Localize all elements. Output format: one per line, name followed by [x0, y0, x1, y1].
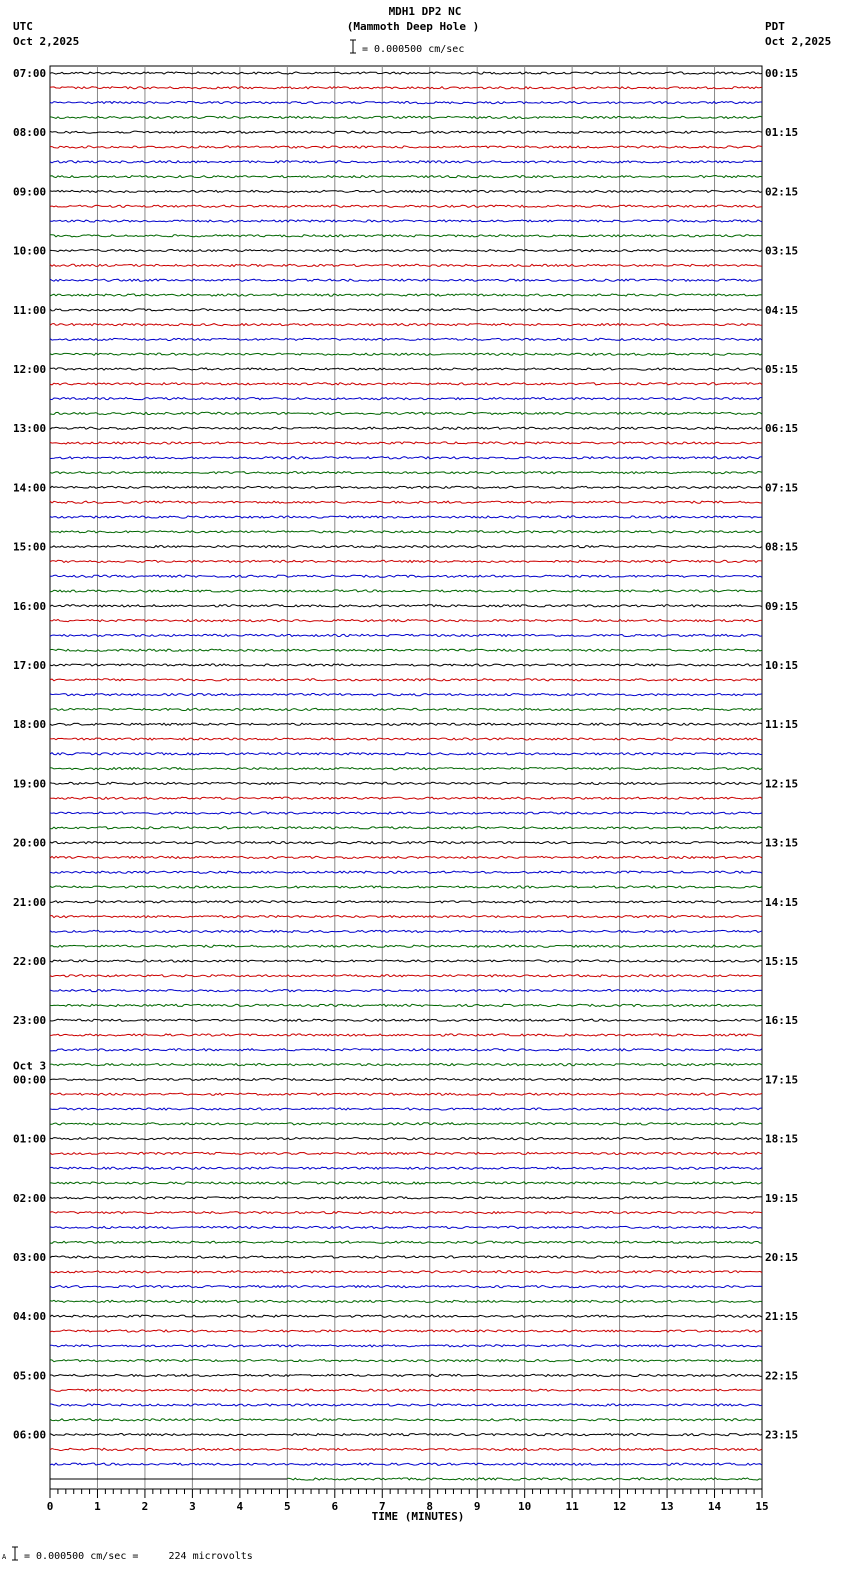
right-hour-label: 06:15 [765, 422, 799, 436]
x-tick-label: 7 [378, 1500, 386, 1513]
left-hour-label: 22:00 [13, 955, 47, 968]
footer-scale-label: = 0.000500 cm/sec = 224 microvolts [24, 1551, 253, 1562]
trace-row [50, 782, 762, 784]
trace-row [50, 827, 762, 829]
trace-row [50, 1434, 762, 1436]
left-hour-label: 21:00 [13, 895, 47, 909]
left-hour-label: 14:00 [13, 481, 47, 495]
trace-row [50, 383, 762, 385]
right-hour-label: 02:15 [765, 185, 799, 199]
trace-row [50, 842, 762, 844]
trace-row [50, 664, 762, 666]
trace-row [50, 294, 762, 296]
trace-row [50, 871, 762, 873]
x-tick-label: 12 [612, 1500, 627, 1513]
left-zone: UTC [13, 20, 33, 33]
trace-row [50, 501, 762, 503]
left-hour-label: 01:00 [13, 1132, 47, 1146]
left-hour-label: 12:00 [13, 363, 47, 376]
right-hour-label: 14:15 [765, 895, 799, 909]
trace-row [50, 590, 762, 592]
x-tick-label: 9 [473, 1500, 481, 1513]
trace-row [50, 116, 762, 118]
right-hour-label: 05:15 [765, 363, 799, 376]
left-hour-label: 06:00 [13, 1428, 47, 1442]
trace-row [50, 1360, 762, 1362]
trace-row [50, 1212, 762, 1214]
trace-row [50, 264, 762, 266]
left-hour-label: 19:00 [13, 777, 47, 791]
trace-row [50, 1167, 762, 1169]
left-hour-label: 09:00 [13, 185, 47, 199]
x-tick-label: 1 [94, 1500, 101, 1513]
trace-row [50, 235, 762, 237]
trace-row [50, 324, 762, 326]
trace-row [50, 190, 762, 192]
right-hour-label: 01:15 [765, 126, 799, 140]
x-tick-label: 4 [236, 1500, 244, 1513]
trace-row [50, 546, 762, 548]
trace-row [50, 768, 762, 770]
trace-row [50, 975, 762, 977]
trace-row [50, 1241, 762, 1243]
trace-row [50, 634, 762, 636]
left-hour-label: 04:00 [13, 1310, 47, 1324]
footer-scale-icon [12, 1546, 18, 1566]
trace-row [50, 930, 762, 932]
station-location: (Mammoth Deep Hole ) [346, 20, 480, 33]
trace-row [50, 72, 762, 74]
left-hour-label: 15:00 [13, 540, 47, 554]
trace-row [50, 812, 762, 814]
trace-row [50, 516, 762, 518]
right-hour-label: 16:15 [765, 1014, 799, 1028]
trace-row [50, 87, 762, 89]
trace-row [50, 1049, 762, 1051]
trace-row [50, 605, 762, 607]
right-hour-label: 19:15 [765, 1191, 799, 1205]
trace-row [50, 723, 762, 725]
trace-row [50, 916, 762, 918]
right-hour-label: 04:15 [765, 303, 799, 317]
x-tick-label: 3 [189, 1500, 196, 1513]
right-hour-label: 13:15 [765, 836, 799, 850]
trace-row [50, 176, 762, 178]
trace-row [50, 102, 762, 104]
trace-row [50, 1345, 762, 1347]
trace-row [50, 1286, 762, 1288]
left-hour-label: 05:00 [13, 1369, 47, 1383]
trace-row [50, 1182, 762, 1184]
trace-row [50, 338, 762, 340]
trace-row [50, 901, 762, 903]
trace-row [50, 1256, 762, 1258]
trace-row [50, 146, 762, 148]
day-change-label: Oct 3 [13, 1059, 47, 1073]
trace-row [50, 220, 762, 222]
x-tick-label: 6 [331, 1500, 339, 1513]
trace-row [50, 1138, 762, 1140]
trace-row [50, 1078, 762, 1080]
x-tick-label: 10 [518, 1500, 532, 1513]
right-hour-label: 11:15 [765, 718, 799, 732]
right-date: Oct 2,2025 [765, 35, 832, 48]
x-tick-label: 0 [46, 1500, 54, 1513]
right-hour-label: 21:15 [765, 1310, 799, 1324]
trace-row [50, 427, 762, 429]
left-hour-label: 08:00 [13, 126, 47, 140]
trace-row [50, 1034, 762, 1036]
x-tick-label: 2 [141, 1500, 149, 1513]
trace-row [50, 353, 762, 355]
x-tick-label: 5 [284, 1500, 291, 1513]
trace-row [50, 442, 762, 444]
trace-row [50, 1064, 762, 1066]
left-hour-label: 16:00 [13, 599, 47, 613]
trace-row [50, 1330, 762, 1332]
trace-row [50, 457, 762, 459]
trace-row [50, 649, 762, 651]
trace-row [50, 560, 762, 562]
trace-row [50, 412, 762, 414]
trace-row [50, 1019, 762, 1021]
trace-row [50, 1108, 762, 1110]
right-hour-label: 08:15 [765, 540, 799, 554]
trace-row [50, 694, 762, 696]
trace-row [50, 1315, 762, 1317]
x-tick-label: 15 [755, 1500, 769, 1513]
right-hour-label: 10:15 [765, 659, 799, 672]
trace-row [50, 309, 762, 311]
trace-row [50, 575, 762, 577]
trace-row [50, 205, 762, 207]
right-hour-label: 00:15 [765, 67, 799, 80]
trace-row [50, 620, 762, 622]
footer-marker: A [2, 1553, 7, 1561]
trace-row [50, 1197, 762, 1199]
right-hour-label: 09:15 [765, 599, 799, 613]
scale-bar-icon [352, 39, 354, 53]
trace-row [50, 486, 762, 488]
trace-row [50, 1404, 762, 1406]
scale-label: = 0.000500 cm/sec [362, 44, 465, 55]
trace-row [50, 1389, 762, 1391]
trace-row [50, 1093, 762, 1095]
left-hour-label: 23:00 [13, 1014, 47, 1028]
left-hour-label: 17:00 [13, 659, 47, 672]
x-tick-label: 8 [426, 1500, 434, 1513]
left-hour-label: 07:00 [13, 67, 47, 80]
x-tick-label: 14 [707, 1500, 722, 1513]
trace-row [50, 856, 762, 858]
right-hour-label: 15:15 [765, 955, 799, 968]
station-title: MDH1 DP2 NC [388, 5, 462, 18]
trace-row [50, 1271, 762, 1273]
right-hour-label: 03:15 [765, 244, 799, 258]
trace-row [50, 279, 762, 281]
right-hour-label: 22:15 [765, 1369, 799, 1383]
left-hour-label: 03:00 [13, 1251, 47, 1264]
right-hour-label: 12:15 [765, 777, 799, 791]
trace-row [50, 960, 762, 962]
trace-row [50, 708, 762, 710]
right-zone: PDT [765, 20, 785, 33]
left-hour-label: 18:00 [13, 718, 47, 732]
trace-row [50, 1152, 762, 1154]
trace-row [50, 738, 762, 740]
trace-row [50, 1123, 762, 1125]
trace-row [50, 945, 762, 947]
right-hour-label: 17:15 [765, 1073, 799, 1087]
left-hour-label: 00:00 [13, 1073, 47, 1087]
x-tick-label: 11 [565, 1500, 579, 1513]
trace-row [50, 679, 762, 681]
left-hour-label: 02:00 [13, 1191, 47, 1205]
right-hour-label: 20:15 [765, 1251, 799, 1264]
left-hour-label: 20:00 [13, 836, 47, 850]
left-hour-label: 11:00 [13, 303, 47, 317]
left-hour-label: 13:00 [13, 422, 47, 436]
right-hour-label: 23:15 [765, 1428, 799, 1442]
right-hour-label: 18:15 [765, 1132, 799, 1146]
right-hour-label: 07:15 [765, 481, 799, 495]
trace-row [50, 398, 762, 400]
trace-row [50, 531, 762, 533]
trace-row [50, 1448, 762, 1450]
trace-row [50, 753, 762, 755]
trace-row [50, 131, 762, 133]
trace-row [50, 797, 762, 799]
trace-row [50, 161, 762, 163]
trace-row [50, 1419, 762, 1421]
trace-row [50, 990, 762, 992]
trace-row [50, 368, 762, 370]
trace-row [50, 886, 762, 888]
trace-row [50, 1374, 762, 1376]
left-date: Oct 2,2025 [13, 35, 80, 48]
trace-row [50, 1300, 762, 1302]
trace-row [50, 472, 762, 474]
x-tick-label: 13 [660, 1500, 674, 1513]
trace-row [50, 1463, 762, 1465]
left-hour-label: 10:00 [13, 244, 47, 258]
trace-row [50, 250, 762, 252]
trace-row [50, 1004, 762, 1006]
trace-row [50, 1226, 762, 1228]
x-axis-label: TIME (MINUTES) [371, 1510, 465, 1523]
